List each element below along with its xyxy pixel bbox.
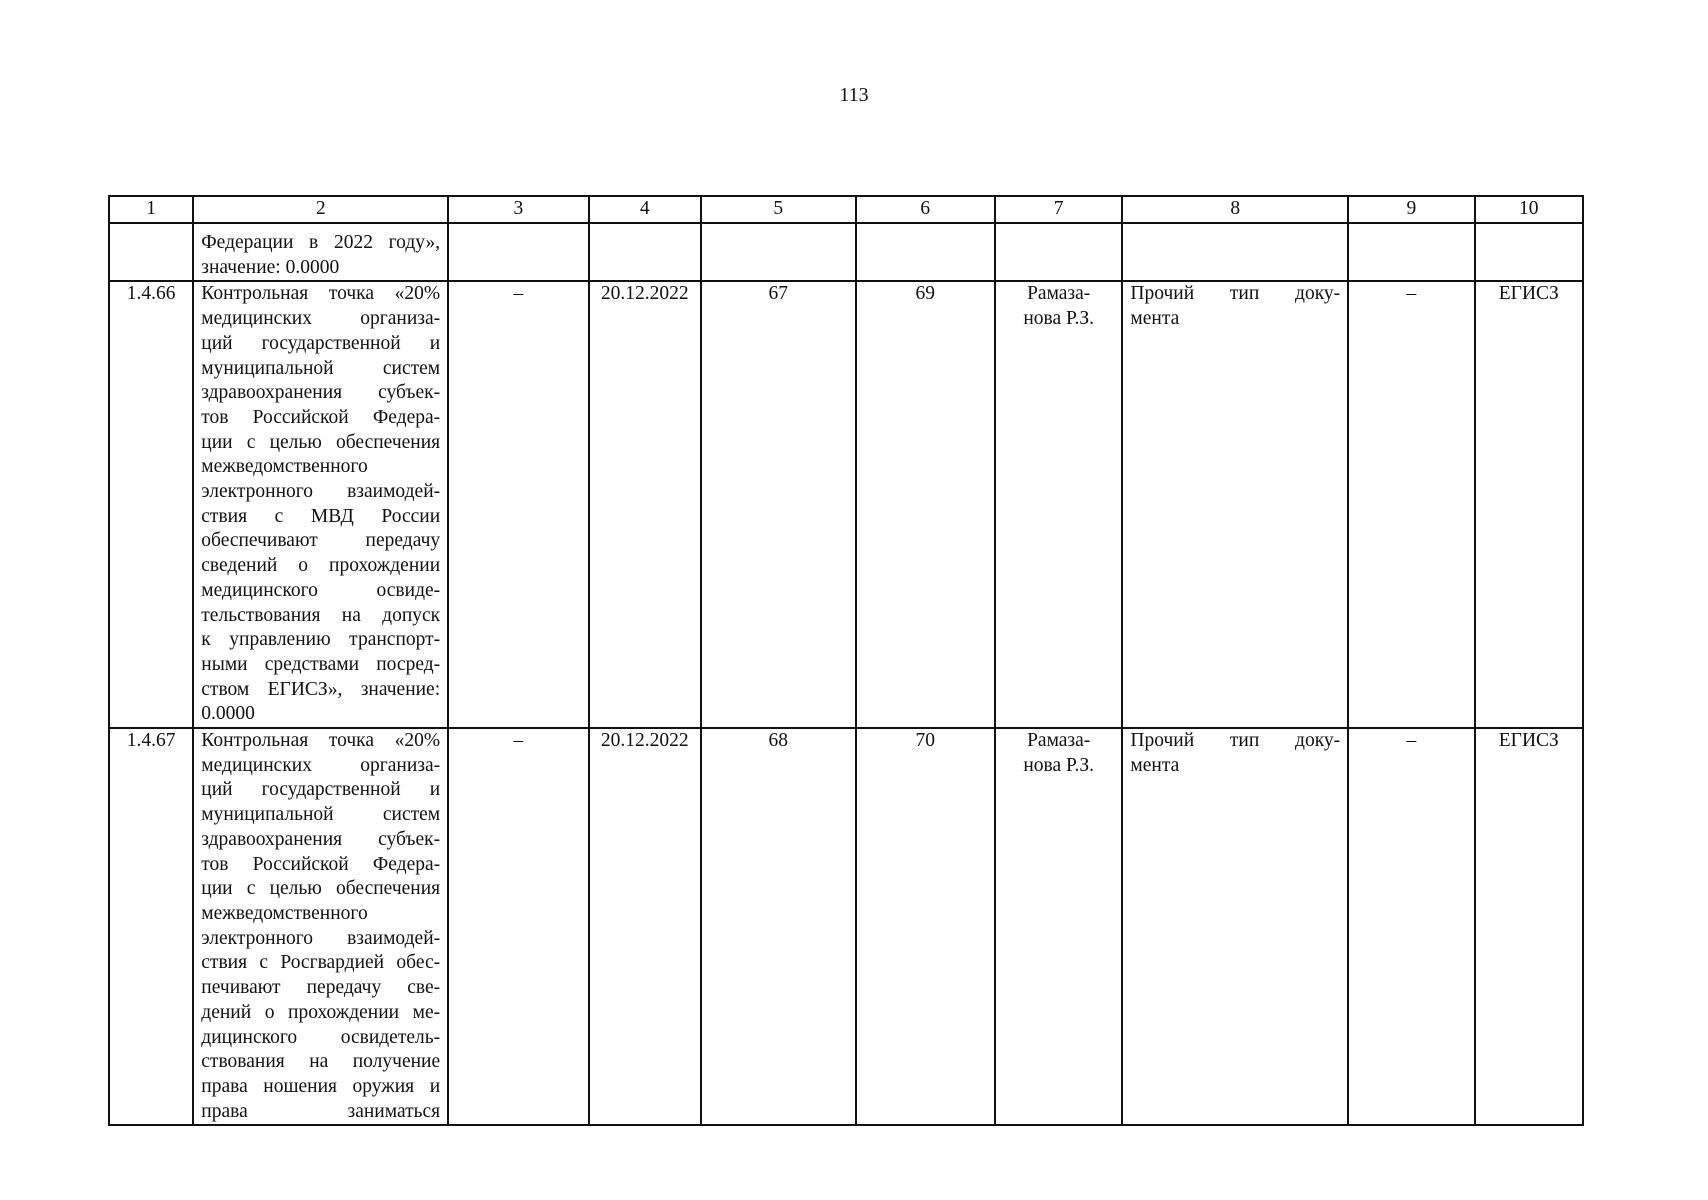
text-line: к управлению транспорт- xyxy=(201,629,441,651)
empty-cell xyxy=(109,223,193,281)
continued-description xyxy=(193,223,448,281)
empty-cell xyxy=(856,223,995,281)
text-line: Рамаза- xyxy=(1027,730,1091,752)
date-value: 20.12.2022 xyxy=(589,281,701,728)
column-number: 7 xyxy=(995,196,1122,223)
text-line: дений о прохождении ме- xyxy=(201,1001,441,1023)
column-number: 8 xyxy=(1122,196,1348,223)
row-description xyxy=(193,728,448,1125)
document-table xyxy=(108,195,1584,1126)
row-description xyxy=(193,281,448,728)
column-number: 6 xyxy=(856,196,995,223)
col5-value: 68 xyxy=(701,728,856,1125)
column-number: 1 xyxy=(109,196,193,223)
text-line: ствования на получение xyxy=(201,1051,441,1073)
text-line: печивают передачу све- xyxy=(201,977,441,999)
text-line: муниципальной систем xyxy=(201,357,441,379)
text-line: ными средствами посред- xyxy=(201,653,441,675)
column-number: 5 xyxy=(701,196,856,223)
text-line: ствия с Росгвардией обес- xyxy=(201,952,441,974)
text-line: значение: 0.0000 xyxy=(201,256,340,278)
text-line: здравоохранения субъек- xyxy=(201,382,441,404)
text-line: тельствования на допуск xyxy=(201,604,441,626)
text-line: ством ЕГИСЗ», значение: xyxy=(201,678,441,700)
text-line: права ношения оружия и xyxy=(201,1075,441,1097)
text-line: ции с целью обеспечения xyxy=(201,878,441,900)
col5-value: 67 xyxy=(701,281,856,728)
system-value: ЕГИСЗ xyxy=(1475,281,1583,728)
text-line: Прочий тип доку- xyxy=(1130,283,1341,305)
text-line: права заниматься xyxy=(201,1100,441,1122)
text-line: медицинских организа- xyxy=(201,308,441,330)
text-line: ствия с МВД России xyxy=(201,505,441,527)
column-number: 2 xyxy=(193,196,448,223)
text-line: ций государственной и xyxy=(201,332,441,354)
text-line: мента xyxy=(1130,308,1180,330)
document-type xyxy=(1122,728,1348,1125)
text-line: нова Р.З. xyxy=(1023,308,1094,330)
text-line: ций государственной и xyxy=(201,779,441,801)
column-number: 9 xyxy=(1348,196,1474,223)
col9-value: – xyxy=(1348,281,1474,728)
col3-value: – xyxy=(448,728,588,1125)
text-line: мента xyxy=(1130,754,1180,776)
col6-value: 70 xyxy=(856,728,995,1125)
table-row xyxy=(109,728,1583,1125)
text-line: 0.0000 xyxy=(201,703,255,725)
text-line: нова Р.З. xyxy=(1023,754,1094,776)
date-value: 20.12.2022 xyxy=(589,728,701,1125)
text-line: Федерации в 2022 году», xyxy=(201,232,441,253)
text-line: межведомственного xyxy=(201,456,368,478)
col3-value: – xyxy=(448,281,588,728)
text-line: ции с целью обеспечения xyxy=(201,431,441,453)
responsible-person xyxy=(995,281,1122,728)
document-type xyxy=(1122,281,1348,728)
empty-cell xyxy=(1475,223,1583,281)
col6-value: 69 xyxy=(856,281,995,728)
text-line: муниципальной систем xyxy=(201,804,441,826)
row-number: 1.4.66 xyxy=(109,281,193,728)
text-line: здравоохранения субъек- xyxy=(201,828,441,850)
empty-cell xyxy=(701,223,856,281)
text-line: медицинских организа- xyxy=(201,754,441,776)
text-line: тов Российской Федера- xyxy=(201,406,441,428)
system-value: ЕГИСЗ xyxy=(1475,728,1583,1125)
empty-cell xyxy=(1348,223,1474,281)
text-line: Прочий тип доку- xyxy=(1130,730,1341,752)
text-line: сведений о прохождении xyxy=(201,555,441,577)
column-number-row xyxy=(109,196,1583,223)
empty-cell xyxy=(1122,223,1348,281)
text-line: межведомственного xyxy=(201,902,368,924)
empty-cell xyxy=(995,223,1122,281)
empty-cell xyxy=(448,223,588,281)
column-number: 10 xyxy=(1475,196,1583,223)
empty-cell xyxy=(589,223,701,281)
text-line: обеспечивают передачу xyxy=(201,530,441,552)
text-line: Контрольная точка «20% xyxy=(201,730,441,752)
col9-value: – xyxy=(1348,728,1474,1125)
text-line: медицинского освиде- xyxy=(201,579,441,601)
text-line: электронного взаимодей- xyxy=(201,481,441,503)
row-number: 1.4.67 xyxy=(109,728,193,1125)
text-line: тов Российской Федера- xyxy=(201,853,441,875)
column-number: 3 xyxy=(448,196,588,223)
text-line: Рамаза- xyxy=(1027,283,1091,305)
table-row xyxy=(109,281,1583,728)
text-line: Контрольная точка «20% xyxy=(201,283,441,305)
responsible-person xyxy=(995,728,1122,1125)
continuation-row xyxy=(109,223,1583,281)
page-number: 113 xyxy=(839,84,869,106)
column-number: 4 xyxy=(589,196,701,223)
text-line: дицинского освидетель- xyxy=(201,1026,441,1048)
text-line: электронного взаимодей- xyxy=(201,927,441,949)
